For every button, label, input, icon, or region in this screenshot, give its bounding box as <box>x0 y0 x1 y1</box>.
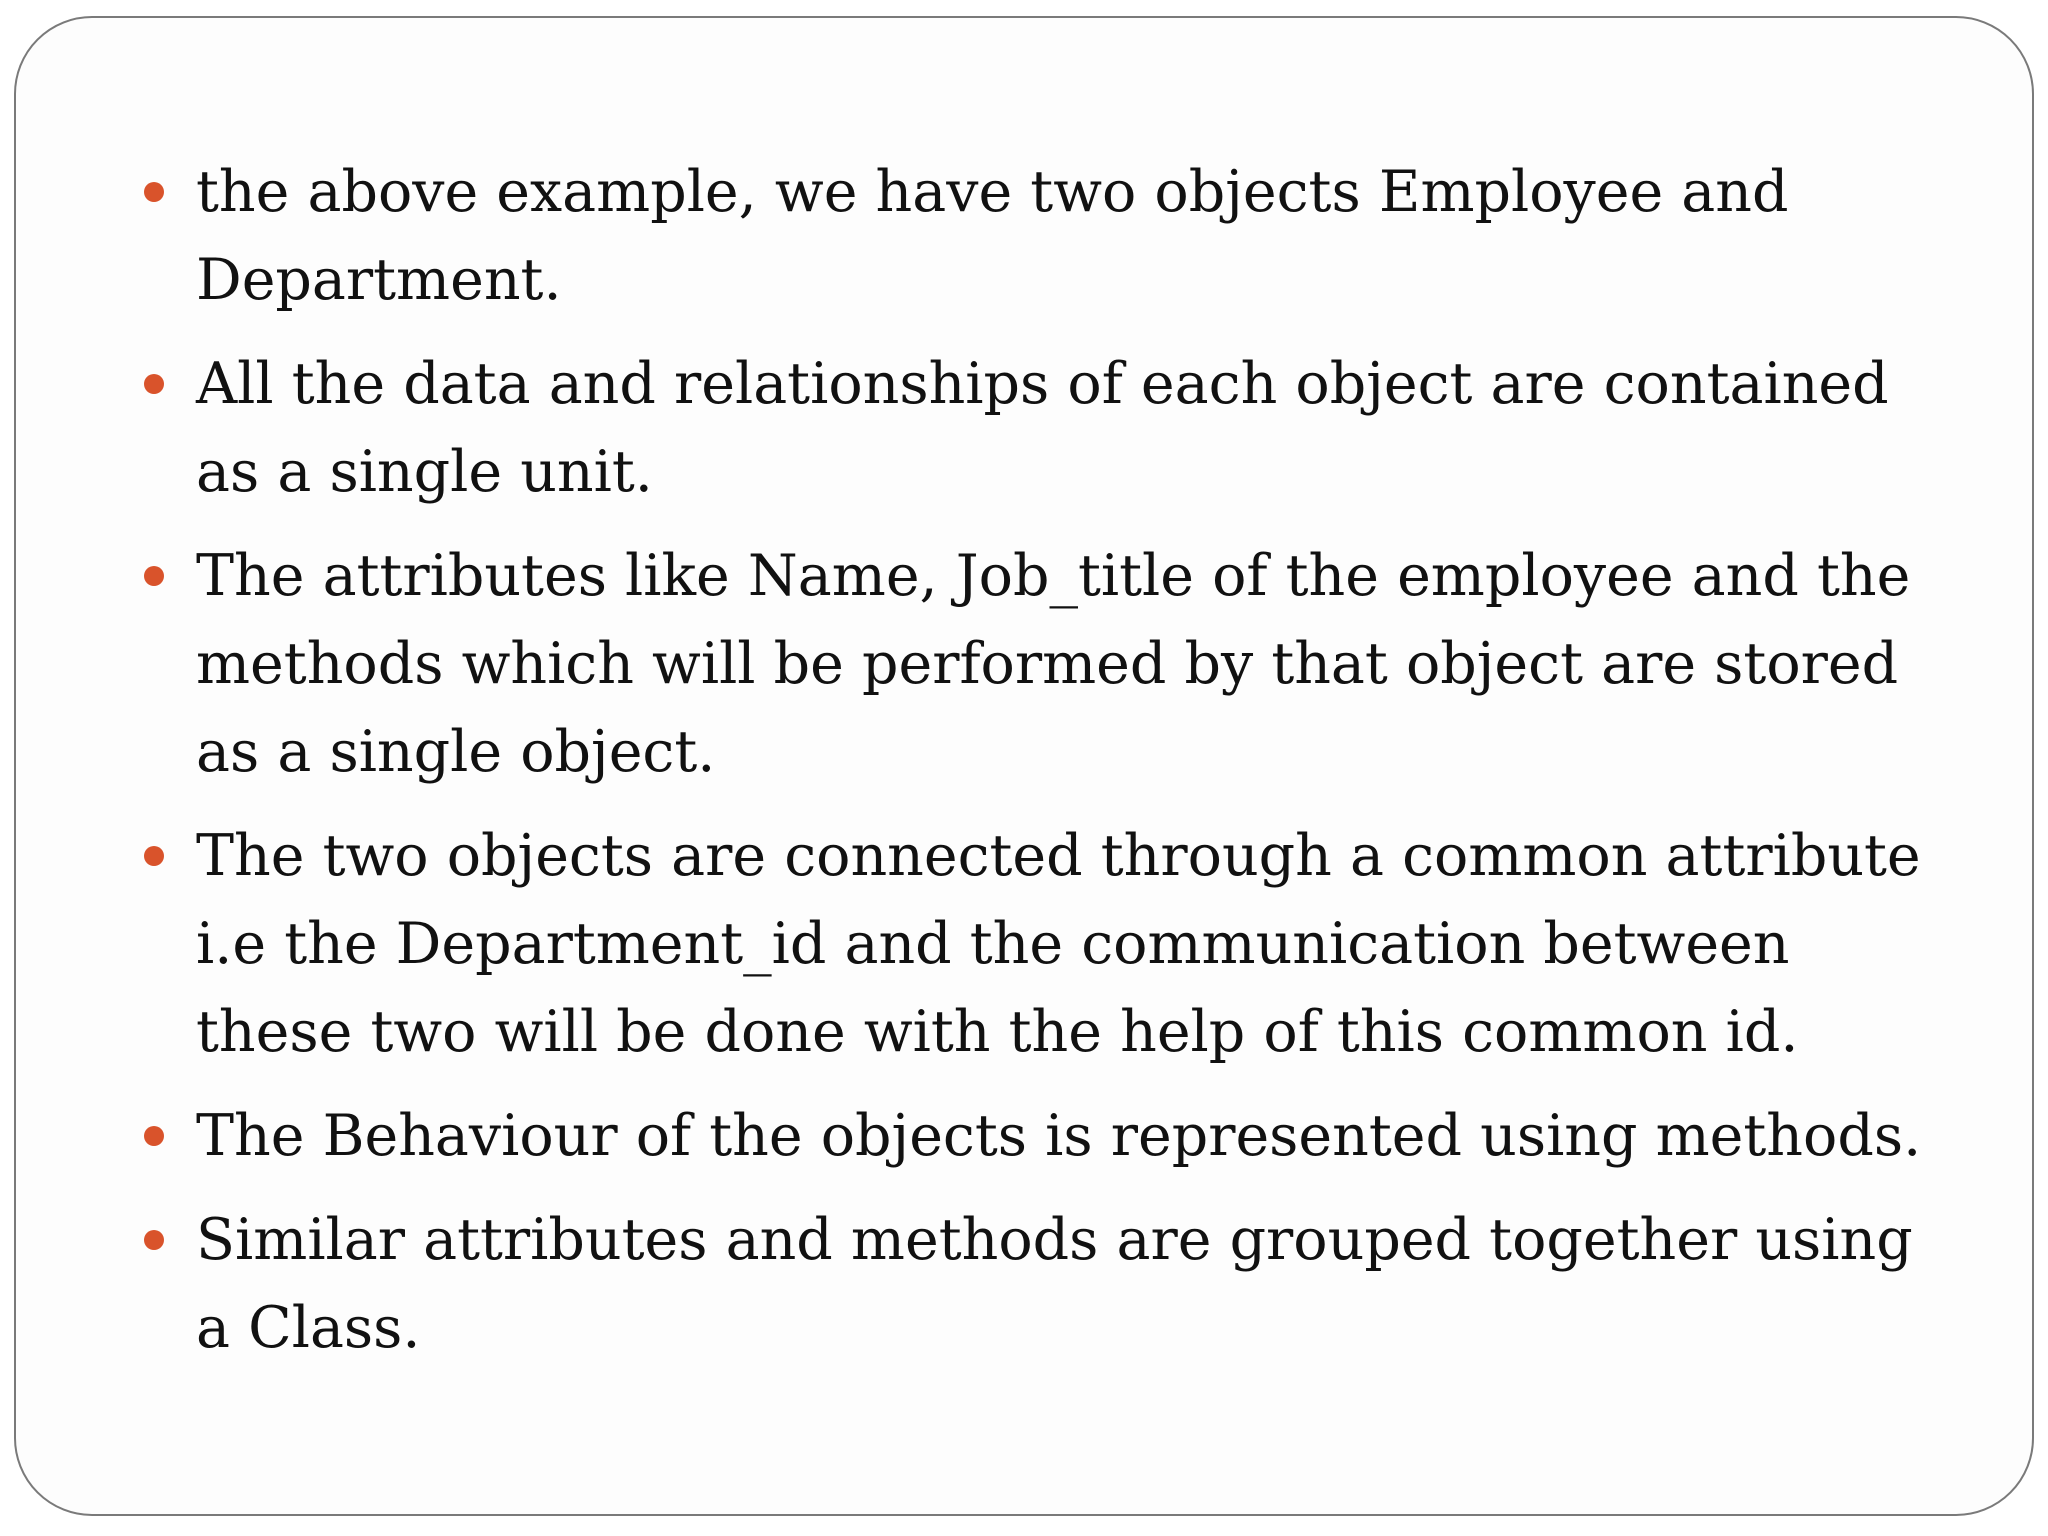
bullet-list <box>16 148 2032 1388</box>
slide-frame <box>14 16 2034 1516</box>
bullet-text: Similar attributes and methods are grouped together using a Class. <box>196 1207 1913 1361</box>
bullet-item <box>16 340 2032 516</box>
bullet-dot-icon <box>144 1126 164 1146</box>
bullet-item <box>16 1092 2032 1180</box>
bullet-text: The Behaviour of the objects is represented using methods. <box>196 1103 1922 1169</box>
bullet-item <box>16 532 2032 796</box>
bullet-text: The two objects are connected through a common attribute i.e the Department_id and the communication between these two will be done with the help of this common id. <box>196 823 1921 1065</box>
bullet-item <box>16 1196 2032 1372</box>
bullet-dot-icon <box>144 374 164 394</box>
bullet-text: the above example, we have two objects Employee and Department. <box>196 159 1789 313</box>
bullet-dot-icon <box>144 1230 164 1250</box>
bullet-item <box>16 812 2032 1076</box>
bullet-dot-icon <box>144 566 164 586</box>
bullet-dot-icon <box>144 846 164 866</box>
bullet-text: All the data and relationships of each object are contained as a single unit. <box>196 351 1889 505</box>
bullet-item <box>16 148 2032 324</box>
bullet-text: The attributes like Name, Job_title of the employee and the methods which will be performed by that object are stored as a single object. <box>196 543 1911 785</box>
bullet-dot-icon <box>144 182 164 202</box>
